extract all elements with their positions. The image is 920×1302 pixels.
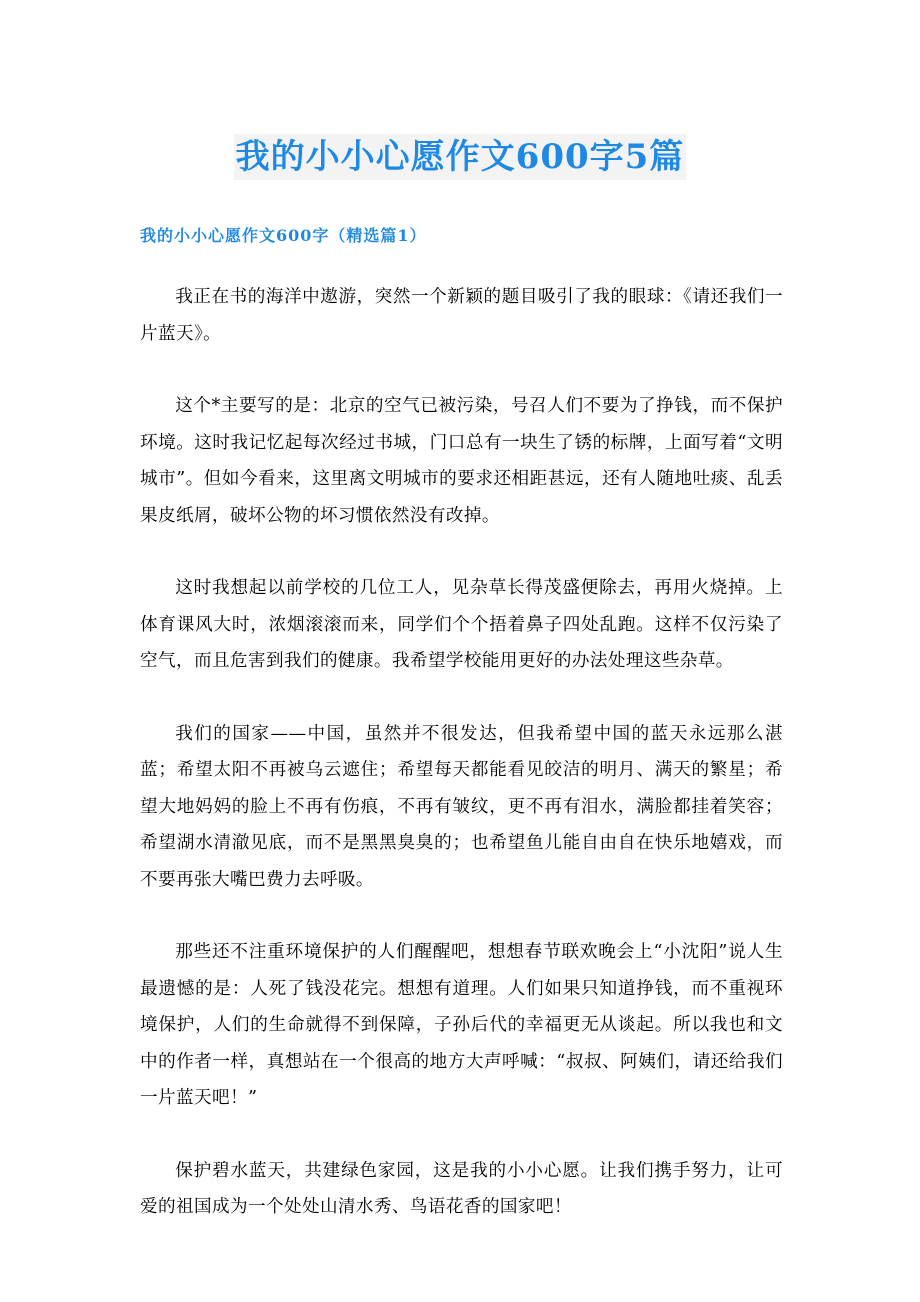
paragraph-2: 这个*主要写的是：北京的空气已被污染，号召人们不要为了挣钱，而不保护环境。这时我记忆起每次经过书城，门口总有一块生了锈的标牌，上面写着“文明城市”。但如今看来，这里离文明城市的要求还相距甚远，还有人随地吐痰、乱丢果皮纸屑，破坏公物的坏习惯依然没有改掉。: [140, 396, 783, 526]
paragraph-4: 我们的国家——中国，虽然并不很发达，但我希望中国的蓝天永远那么湛蓝；希望太阳不再被乌云遮住；希望每天都能看见皎洁的明月、满天的繁星；希望大地妈妈的脸上不再有伤痕，不再有皱纹，更不再有泪水，满脸都挂着笑容；希望湖水清澈见底，而不是黑黑臭臭的；也希望鱼儿能自由自在快乐地嬉戏，而不要再张大嘴巴费力去呼吸。: [140, 723, 783, 890]
article-body: [140, 279, 783, 1262]
document-title-text: 我的小小心愿作文600字5篇: [234, 134, 687, 180]
paragraph-3: 这时我想起以前学校的几位工人，见杂草长得茂盛便除去，再用火烧掉。上体育课风大时，浓烟滚滚而来，同学们个个捂着鼻子四处乱跑。这样不仅污染了空气，而且危害到我们的健康。我希望学校能用更好的办法处理这些杂草。: [140, 578, 783, 671]
paragraph-6: 保护碧水蓝天，共建绿色家园，这是我的小小心愿。让我们携手努力，让可爱的祖国成为一个处处山清水秀、鸟语花香的国家吧！: [140, 1160, 783, 1217]
paragraph-1: 我正在书的海洋中遨游，突然一个新颖的题目吸引了我的眼球：《请还我们一片蓝天》。: [140, 287, 783, 344]
paragraph-5: 那些还不注重环境保护的人们醒醒吧，想想春节联欢晚会上“小沈阳”说人生最遗憾的是：人死了钱没花完。想想有道理。人们如果只知道挣钱，而不重视环境保护，人们的生命就得不到保障，子孙后代的幸福更无从谈起。所以我也和文中的作者一样，真想站在一个很高的地方大声呼喊：“叔叔、阿姨们，请还给我们一片蓝天吧！”: [140, 942, 783, 1108]
document-title: [0, 134, 920, 180]
section-heading: 我的小小心愿作文600字（精选篇1）: [140, 226, 427, 245]
